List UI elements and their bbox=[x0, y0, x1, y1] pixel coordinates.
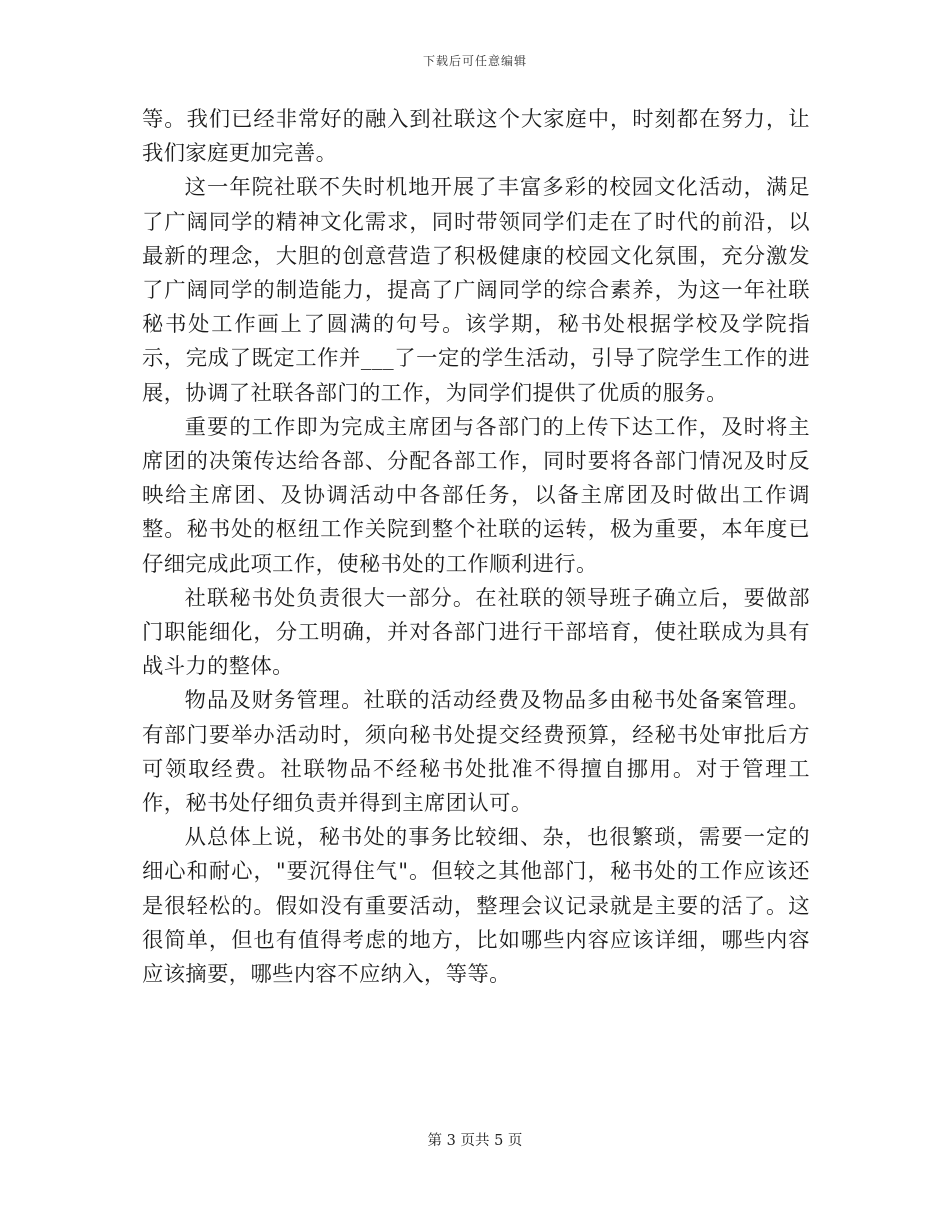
paragraph-2: 这一年院社联不失时机地开展了丰富多彩的校园文化活动，满足了广阔同学的精神文化需求，同时带领同学们走在了时代的前沿，以最新的理念，大胆的创意营造了积极健康的校园文化氛围，充分激发了广阔同学的制造能力，提高了广阔同学的综合素养，为这一年社联秘书处工作画上了圆满的句号。该学期，秘书处根据学校及学院指示，完成了既定工作并___了一定的学生活动，引导了院学生工作的进展，协调了社联各部门的工作，为同学们提供了优质的服务。 bbox=[142, 175, 810, 406]
paragraph-6: 从总体上说，秘书处的事务比较细、杂，也很繁琐，需要一定的细心和耐心，"要沉得住气"。但较之其他部门，秘书处的工作应该还是很轻松的。假如没有重要活动，整理会议记录就是主要的活了。这很简单，但也有值得考虑的地方，比如哪些内容应该详细，哪些内容应该摘要，哪些内容不应纳入，等等。 bbox=[142, 825, 810, 988]
page-header: 下载后可任意编辑 bbox=[422, 54, 527, 68]
paragraph-3: 重要的工作即为完成主席团与各部门的上传下达工作，及时将主席团的决策传达给各部、分配各部工作，同时要将各部门情况及时反映给主席团、及协调活动中各部任务，以备主席团及时做出工作调整。秘书处的枢纽工作关院到整个社联的运转，极为重要，本年度已仔细完成此项工作，使秘书处的工作顺利进行。 bbox=[142, 414, 810, 577]
paragraph-5: 物品及财务管理。社联的活动经费及物品多由秘书处备案管理。有部门要举办活动时，须向秘书处提交经费预算，经秘书处审批后方可领取经费。社联物品不经秘书处批准不得擅自挪用。对于管理工作，秘书处仔细负责并得到主席团认可。 bbox=[142, 688, 810, 817]
document-body bbox=[142, 103, 810, 992]
paragraph-4: 社联秘书处负责很大一部分。在社联的领导班子确立后，要做部门职能细化，分工明确，并对各部门进行干部培育，使社联成为具有战斗力的整体。 bbox=[142, 585, 810, 680]
page-footer: 第 3 页共 5 页 bbox=[427, 1133, 523, 1149]
paragraph-1: 等。我们已经非常好的融入到社联这个大家庭中，时刻都在努力，让我们家庭更加完善。 bbox=[142, 107, 810, 167]
